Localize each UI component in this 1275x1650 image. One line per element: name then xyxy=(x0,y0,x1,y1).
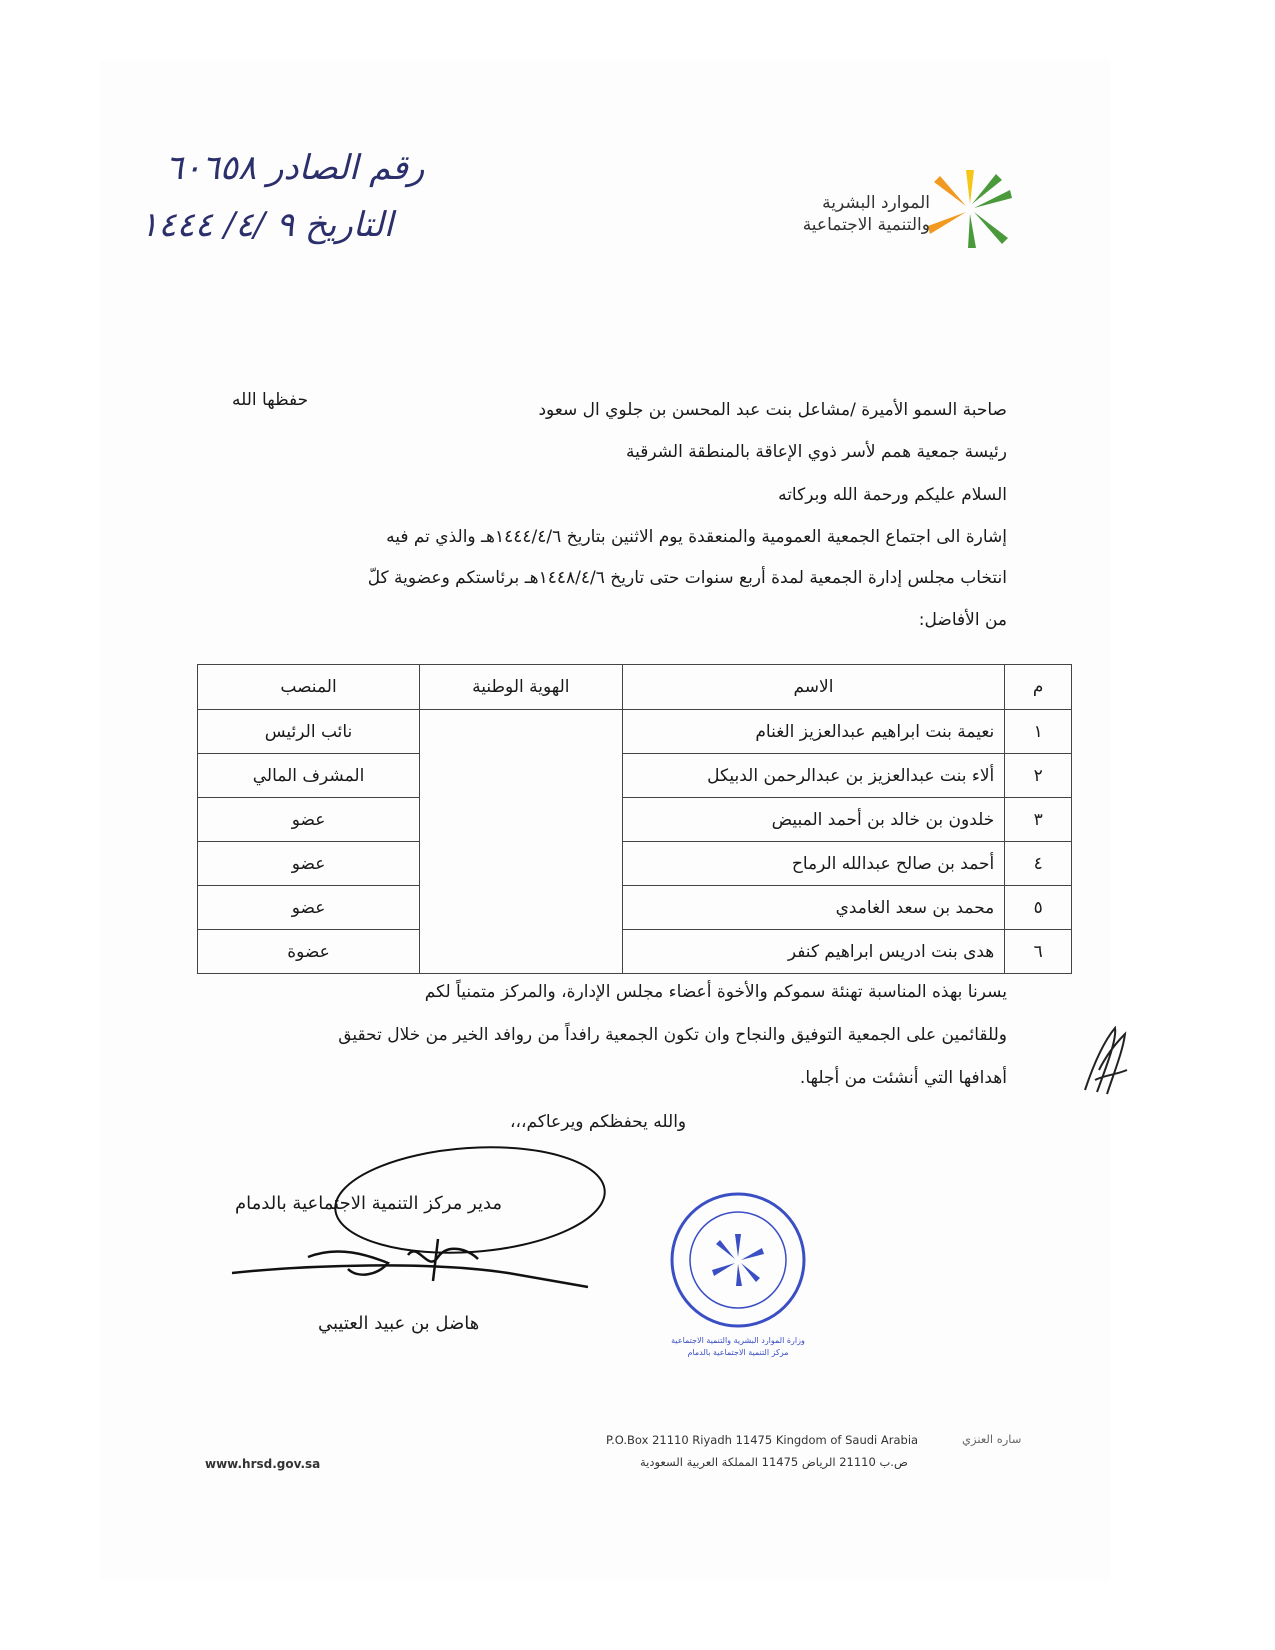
row-name: خلدون بن خالد بن أحمد المبيض xyxy=(622,798,1005,842)
body-paragraph-line-1: إشارة الى اجتماع الجمعية العمومية والمنعقدة يوم الاثنين بتاريخ ١٤٤٤/٤/٦هـ والذي تم فيه xyxy=(386,527,1007,547)
closing-line-2: وللقائمين على الجمعية التوفيق والنجاح وان تكون الجمعية رافداً من روافد الخير من خلال تحقيق xyxy=(338,1025,1007,1045)
row-no: ٤ xyxy=(1005,842,1072,886)
table-header-row xyxy=(198,665,1072,710)
closing-line-1: يسرنا بهذه المناسبة تهنئة سموكم والأخوة أعضاء مجلس الإدارة، والمركز متمنياً لكم xyxy=(424,982,1007,1002)
row-name: محمد بن سعد الغامدي xyxy=(622,886,1005,930)
handwritten-signature-icon xyxy=(228,1235,608,1305)
handwritten-date: التاريخ ٩ /٤/ ١٤٤٤ xyxy=(140,205,394,245)
row-no: ٣ xyxy=(1005,798,1072,842)
table-row xyxy=(198,798,1072,842)
honorific: حفظها الله xyxy=(232,390,309,410)
board-members-table xyxy=(197,664,1072,974)
logo-line-1: الموارد البشرية xyxy=(822,193,930,213)
header-no: م xyxy=(1005,665,1072,710)
greeting: السلام عليكم ورحمة الله وبركاته xyxy=(778,485,1007,505)
addressee-title: رئيسة جمعية همم لأسر ذوي الإعاقة بالمنطقة الشرقية xyxy=(626,442,1007,462)
row-no: ٥ xyxy=(1005,886,1072,930)
row-no: ٦ xyxy=(1005,930,1072,974)
footer-website: www.hrsd.gov.sa xyxy=(205,1457,321,1471)
body-paragraph-line-3: من الأفاضل: xyxy=(918,610,1007,630)
body-paragraph-line-2: انتخاب مجلس إدارة الجمعية لمدة أربع سنوات حتى تاريخ ١٤٤٨/٤/٦هـ برئاستكم وعضوية كلّ xyxy=(367,568,1007,588)
table-row xyxy=(198,842,1072,886)
row-position: عضو xyxy=(198,886,420,930)
table-row xyxy=(198,754,1072,798)
closing-line-3: أهدافها التي أنشئت من أجلها. xyxy=(799,1068,1007,1088)
table-row xyxy=(198,930,1072,974)
row-position: عضو xyxy=(198,798,420,842)
ministry-stamp-icon xyxy=(668,1190,808,1330)
row-position: المشرف المالي xyxy=(198,754,420,798)
row-name: هدى بنت ادريس ابراهيم كنفر xyxy=(622,930,1005,974)
hrsd-logo-icon xyxy=(920,168,1020,250)
addressee-name: صاحبة السمو الأميرة /مشاعل بنت عبد المحسن بن جلوي ال سعود xyxy=(538,400,1007,420)
blessing: والله يحفظكم ويرعاكم،،، xyxy=(510,1112,687,1132)
row-position: عضوة xyxy=(198,930,420,974)
footer-address-en: P.O.Box 21110 Riyadh 11475 Kingdom of Saudi Arabia xyxy=(606,1433,919,1447)
header-name: الاسم xyxy=(622,665,1005,710)
row-name: ألاء بنت عبدالعزيز بن عبدالرحمن الدبيكل xyxy=(622,754,1005,798)
row-name: نعيمة بنت ابراهيم عبدالعزيز الغنام xyxy=(622,710,1005,754)
margin-initials-icon xyxy=(1075,1020,1135,1100)
row-no: ٢ xyxy=(1005,754,1072,798)
row-position: عضو xyxy=(198,842,420,886)
handwritten-outgoing-number: رقم الصادر ٦٠٦٥٨ xyxy=(165,148,425,188)
footer-address-ar: ص.ب 21110 الرياض 11475 المملكة العربية السعودية xyxy=(640,1455,908,1469)
signatory-title: مدير مركز التنمية الاجتماعية بالدمام xyxy=(235,1193,503,1214)
stamp-inner-text: مركز التنمية الاجتماعية بالدمام xyxy=(687,1348,789,1357)
header-national-id: الهوية الوطنية xyxy=(420,665,623,710)
table-row xyxy=(198,710,1072,754)
hrsd-logo-text xyxy=(780,192,930,236)
logo-line-2: والتنمية الاجتماعية xyxy=(802,215,930,235)
footer-typist: ساره العنزي xyxy=(962,1432,1022,1446)
row-position: نائب الرئيس xyxy=(198,710,420,754)
stamp-outer-text: وزارة الموارد البشرية والتنمية الاجتماعية xyxy=(671,1336,805,1345)
row-name: أحمد بن صالح عبدالله الرماح xyxy=(622,842,1005,886)
table-row xyxy=(198,886,1072,930)
signatory-name: هاضل بن عبيد العتيبي xyxy=(318,1313,480,1334)
national-id-cell xyxy=(420,710,623,974)
header-position: المنصب xyxy=(198,665,420,710)
row-no: ١ xyxy=(1005,710,1072,754)
